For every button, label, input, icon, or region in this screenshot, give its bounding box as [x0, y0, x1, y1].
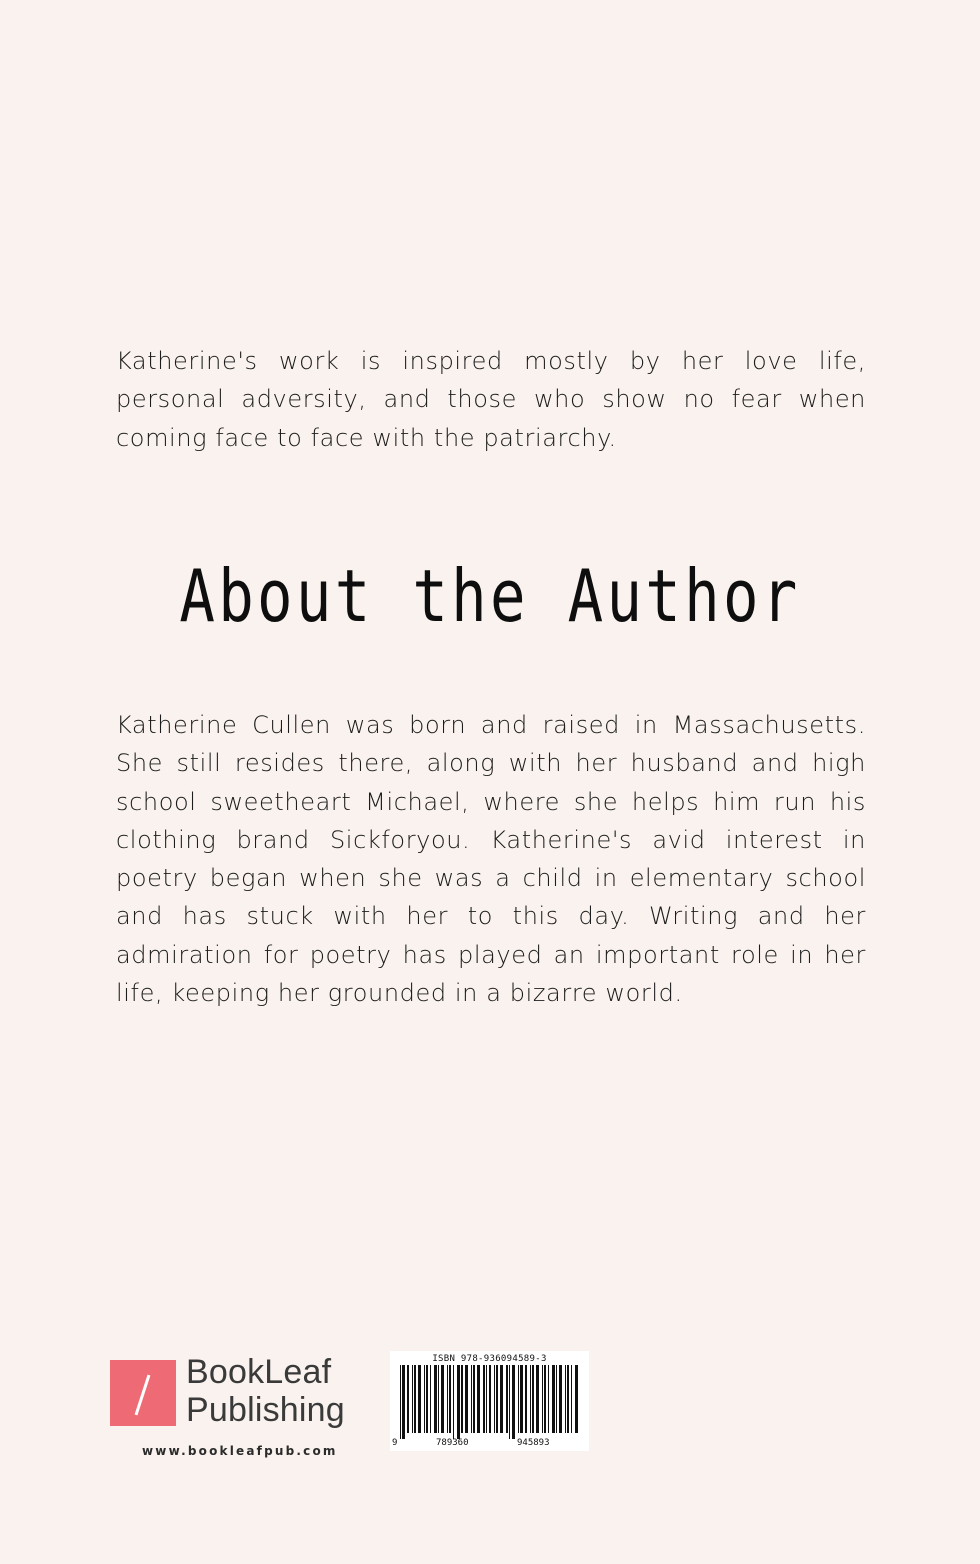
- barcode-bar: [552, 1365, 555, 1433]
- barcode-bar: [525, 1365, 527, 1433]
- barcode-bar: [430, 1365, 431, 1433]
- barcode-bar: [473, 1365, 475, 1433]
- barcode-bar: [407, 1365, 409, 1433]
- barcode-bar: [457, 1365, 460, 1439]
- barcode-bar: [489, 1365, 491, 1433]
- barcode-bar: [542, 1365, 543, 1433]
- publisher-name-line1: BookLeaf: [186, 1353, 332, 1391]
- isbn-label: ISBN 978-936094589-3: [432, 1354, 547, 1364]
- barcode-bar: [402, 1365, 405, 1439]
- slash-icon: [135, 1375, 151, 1416]
- barcode-bar: [449, 1365, 451, 1433]
- barcode-bar: [441, 1365, 444, 1433]
- barcode-bar: [453, 1365, 454, 1439]
- publisher-name-line2: Publishing: [186, 1391, 345, 1429]
- barcode-bar: [412, 1365, 413, 1433]
- barcode-bar: [477, 1365, 480, 1433]
- barcode-bar: [461, 1365, 463, 1433]
- barcode-bar: [426, 1365, 428, 1433]
- barcode-bar: [496, 1365, 498, 1433]
- barcode-bar: [414, 1365, 416, 1433]
- barcode-bar: [532, 1365, 534, 1433]
- barcode-bar: [512, 1365, 515, 1439]
- intro-paragraph: Katherine's work is inspired mostly by her love life, personal adversity, and those who show no fear when coming face to face with the patriarchy.: [116, 347, 866, 452]
- barcode-bar: [509, 1365, 510, 1439]
- barcode-bar: [548, 1365, 549, 1433]
- barcode-bar: [530, 1365, 531, 1433]
- barcode-bar: [575, 1365, 578, 1433]
- barcode-bar: [424, 1365, 425, 1433]
- barcode-bar: [418, 1365, 421, 1433]
- barcode-left-digits: 789360: [436, 1438, 469, 1448]
- barcode-bar: [438, 1365, 439, 1433]
- barcode-bar: [544, 1365, 546, 1433]
- barcode-bar: [400, 1365, 401, 1439]
- barcode-bar: [556, 1365, 557, 1433]
- barcode-bar: [447, 1365, 448, 1433]
- barcode-bar: [520, 1365, 523, 1433]
- barcode-bar: [500, 1365, 503, 1433]
- publisher-logo-mark: [110, 1360, 176, 1426]
- barcode-bar: [483, 1365, 485, 1433]
- barcode-bar: [536, 1365, 539, 1433]
- isbn-barcode: [390, 1351, 589, 1451]
- author-bio-paragraph: Katherine Cullen was born and raised in Massachusetts. She still resides there, along with her husband and high school sweetheart Michael, where she helps him run his clothing brand Sickforyou. Katherine's avid interest in poetry began when she was a child in elementary school and has stuck with her to this day. Writing and her admiration for poetry has played an important role in her life, keeping her grounded in a bizarre world.: [116, 711, 866, 1008]
- barcode-bar: [518, 1365, 519, 1433]
- barcode-bars: [398, 1365, 581, 1439]
- barcode-bar: [567, 1365, 569, 1433]
- barcode-bar: [434, 1365, 437, 1433]
- barcode-bar: [559, 1365, 562, 1433]
- barcode-right-digits: 945893: [517, 1438, 550, 1448]
- barcode-bar: [565, 1365, 566, 1433]
- publisher-logo: [110, 1353, 360, 1468]
- barcode-bar: [571, 1365, 572, 1433]
- barcode-bar: [465, 1365, 468, 1433]
- barcode-bar: [506, 1365, 508, 1433]
- barcode-bar: [486, 1365, 487, 1433]
- about-author-heading: About the Author: [179, 554, 801, 638]
- barcode-lead-digit: 9: [392, 1438, 398, 1448]
- barcode-bar: [471, 1365, 472, 1433]
- publisher-url: www.bookleafpub.com: [142, 1444, 338, 1458]
- barcode-bar: [494, 1365, 495, 1433]
